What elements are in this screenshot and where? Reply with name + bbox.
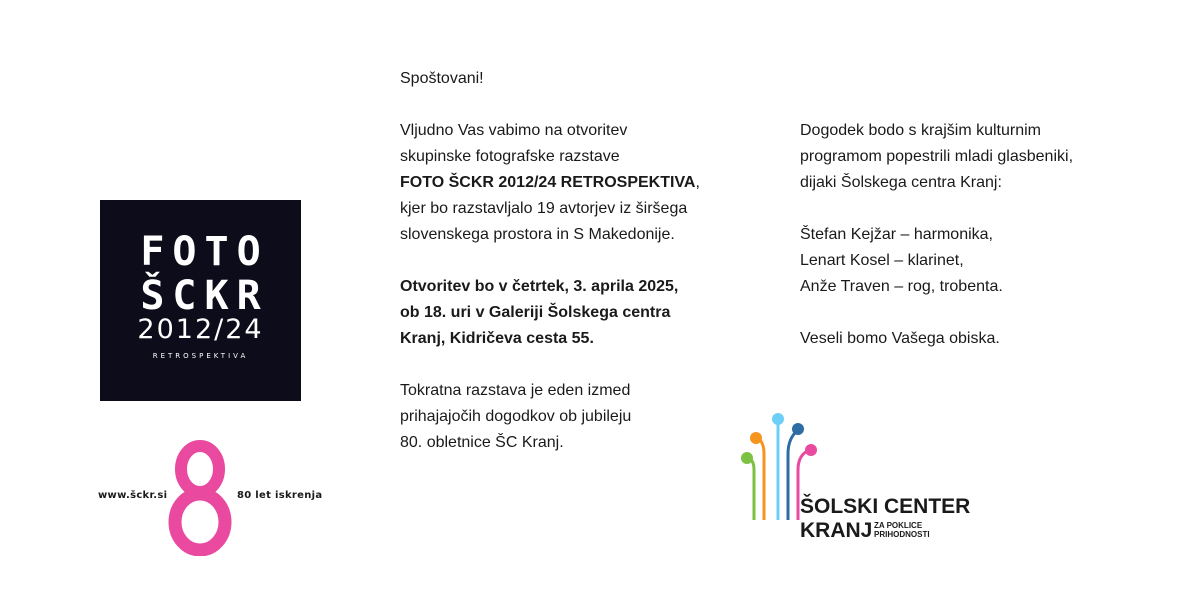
school-name-line1: ŠOLSKI CENTER (800, 495, 971, 518)
jubilee-tagline: 80 let iskrenja (237, 490, 323, 501)
exhibition-title-line (400, 170, 770, 196)
performer: Anže Traven – rog, trobenta. (800, 278, 1003, 295)
website-url: www.šckr.si (98, 490, 168, 501)
logo-line-sckr: ŠCKR (140, 273, 269, 319)
invite-line: skupinske fotografske razstave (400, 148, 620, 165)
opening-address: Kranj, Kidričeva cesta 55. (400, 330, 594, 347)
performer: Štefan Kejžar – harmonika, (800, 226, 993, 243)
school-slogan (874, 521, 930, 539)
opening-time-place: ob 18. uri v Galeriji Šolskega centra (400, 304, 671, 321)
program-closing: Veseli bomo Vašega obiska. (800, 330, 1000, 347)
program-intro-line: dijaki Šolskega centra Kranj: (800, 174, 1002, 191)
opening-date: Otvoritev bo v četrtek, 3. aprila 2025, (400, 278, 679, 295)
invite-line: slovenskega prostora in S Makedonije. (400, 226, 675, 243)
exhibition-title: FOTO ŠCKR 2012/24 RETROSPEKTIVA (400, 174, 696, 191)
performer: Lenart Kosel – klarinet, (800, 252, 964, 269)
invitation-text (400, 66, 770, 456)
invite-line: kjer bo razstavljalo 19 avtorjev iz širšega (400, 200, 688, 217)
logo-line-years: 2012/24 (137, 314, 264, 345)
opening-line (400, 326, 770, 352)
closing-line: 80. obletnice ŠC Kranj. (400, 434, 564, 451)
logo-line-foto: FOTO (140, 229, 269, 275)
program-intro-line: Dogodek bodo s krajšim kulturnim (800, 122, 1041, 139)
opening-line (400, 274, 770, 300)
title-suffix: , (695, 174, 700, 191)
closing-line: Tokratna razstava je eden izmed (400, 382, 631, 399)
program-text (800, 118, 1130, 352)
invite-line: Vljudno Vas vabimo na otvoritev (400, 122, 628, 139)
school-slogan-line2: PRIHODNOSTI (874, 530, 930, 539)
exhibition-logo (100, 200, 301, 401)
opening-line (400, 300, 770, 326)
jubilee-eight-icon (168, 438, 232, 556)
closing-line: prihajajočih dogodkov ob jubileju (400, 408, 632, 425)
greeting: Spoštovani! (400, 70, 484, 87)
school-name-line2: KRANJ (800, 519, 873, 542)
school-slogan-line1: ZA POKLICE (874, 521, 923, 530)
logo-line-retrospektiva: RETROSPEKTIVA (152, 352, 249, 360)
program-intro-line: programom popestrili mladi glasbeniki, (800, 148, 1074, 165)
